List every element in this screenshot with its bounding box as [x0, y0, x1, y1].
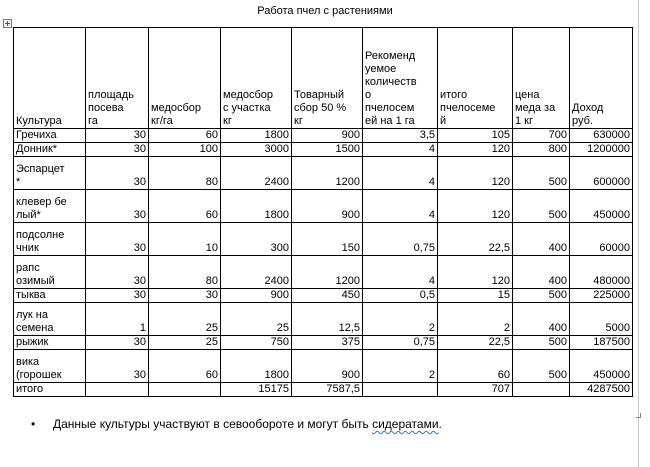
- value-cell: 1800: [221, 129, 292, 143]
- value-cell: 707: [438, 383, 513, 397]
- value-cell: 2: [363, 303, 438, 336]
- value-cell: 30: [86, 190, 149, 223]
- value-cell: 30: [86, 129, 149, 143]
- crop-name-cell: рыжик: [14, 336, 86, 350]
- crop-name-cell: итого: [14, 383, 86, 397]
- table-total-row: [14, 383, 633, 397]
- header-income: Доход руб.: [570, 28, 633, 129]
- value-cell: 25: [149, 336, 221, 350]
- page-title: Работа пчел с растениями: [257, 5, 393, 17]
- value-cell: 30: [86, 350, 149, 383]
- value-cell: 400: [513, 223, 570, 256]
- value-cell: 22,5: [438, 336, 513, 350]
- value-cell: 225000: [570, 289, 633, 303]
- crop-name-cell: лук на семена: [14, 303, 86, 336]
- value-cell: 500: [513, 336, 570, 350]
- value-cell: [149, 383, 221, 397]
- value-cell: 500: [513, 190, 570, 223]
- footnote-spellcheck-word[interactable]: сидератами: [372, 417, 439, 431]
- value-cell: 450000: [570, 350, 633, 383]
- value-cell: [513, 383, 570, 397]
- header-area: площадь посева га: [86, 28, 149, 129]
- value-cell: 480000: [570, 256, 633, 289]
- value-cell: 750: [221, 336, 292, 350]
- table-row: [14, 336, 633, 350]
- value-cell: 900: [292, 350, 363, 383]
- value-cell: 7587,5: [292, 383, 363, 397]
- value-cell: 4: [363, 256, 438, 289]
- table-row: [14, 143, 633, 157]
- value-cell: 1500: [292, 143, 363, 157]
- value-cell: [363, 383, 438, 397]
- header-recommended-colonies: Рекоменд уемое количеств о пчелосем ей на 1 га: [363, 28, 438, 129]
- value-cell: 375: [292, 336, 363, 350]
- crop-name-cell: клевер бе лый*: [14, 190, 86, 223]
- value-cell: 900: [292, 190, 363, 223]
- value-cell: 2400: [221, 157, 292, 190]
- header-marketable-yield: Товарный сбор 50 % кг: [292, 28, 363, 129]
- value-cell: 450000: [570, 190, 633, 223]
- value-cell: 3,5: [363, 129, 438, 143]
- value-cell: 1: [86, 303, 149, 336]
- value-cell: 1200: [292, 256, 363, 289]
- value-cell: 187500: [570, 336, 633, 350]
- value-cell: 80: [149, 157, 221, 190]
- value-cell: 900: [292, 129, 363, 143]
- value-cell: 60: [149, 350, 221, 383]
- value-cell: 30: [86, 143, 149, 157]
- crop-name-cell: тыква: [14, 289, 86, 303]
- value-cell: 400: [513, 303, 570, 336]
- value-cell: 3000: [221, 143, 292, 157]
- honey-yield-table: [13, 27, 633, 397]
- value-cell: 25: [149, 303, 221, 336]
- value-cell: 0,5: [363, 289, 438, 303]
- crop-name-cell: Эспарцет *: [14, 157, 86, 190]
- value-cell: 500: [513, 157, 570, 190]
- value-cell: 0,75: [363, 336, 438, 350]
- value-cell: 25: [221, 303, 292, 336]
- value-cell: 120: [438, 190, 513, 223]
- value-cell: 800: [513, 143, 570, 157]
- value-cell: 4287500: [570, 383, 633, 397]
- value-cell: 120: [438, 157, 513, 190]
- value-cell: 30: [86, 256, 149, 289]
- value-cell: 60: [438, 350, 513, 383]
- value-cell: 500: [513, 289, 570, 303]
- value-cell: 2: [363, 350, 438, 383]
- value-cell: 500: [513, 350, 570, 383]
- crop-name-cell: Донник*: [14, 143, 86, 157]
- value-cell: 1200: [292, 157, 363, 190]
- value-cell: 60: [149, 129, 221, 143]
- value-cell: 60: [149, 190, 221, 223]
- value-cell: 30: [86, 157, 149, 190]
- footnote-text: Данные культуры участвуют в севообороте и могут быть: [53, 417, 373, 431]
- value-cell: 1800: [221, 190, 292, 223]
- table-row: [14, 190, 633, 223]
- bullet-icon: •: [31, 417, 36, 431]
- value-cell: 450: [292, 289, 363, 303]
- value-cell: 1200000: [570, 143, 633, 157]
- table-row: [14, 303, 633, 336]
- value-cell: 2: [438, 303, 513, 336]
- crop-name-cell: Гречиха: [14, 129, 86, 143]
- value-cell: 105: [438, 129, 513, 143]
- value-cell: 600000: [570, 157, 633, 190]
- footnote-end: .: [438, 417, 442, 431]
- table-row: [14, 223, 633, 256]
- table-row: [14, 350, 633, 383]
- table-row: [14, 129, 633, 143]
- value-cell: 0,75: [363, 223, 438, 256]
- value-cell: 120: [438, 256, 513, 289]
- value-cell: 5000: [570, 303, 633, 336]
- value-cell: 30: [86, 336, 149, 350]
- value-cell: 80: [149, 256, 221, 289]
- value-cell: 12,5: [292, 303, 363, 336]
- value-cell: 22,5: [438, 223, 513, 256]
- value-cell: [86, 383, 149, 397]
- value-cell: 400: [513, 256, 570, 289]
- table-move-handle-icon[interactable]: [3, 19, 12, 28]
- value-cell: 1800: [221, 350, 292, 383]
- value-cell: 100: [149, 143, 221, 157]
- value-cell: 4: [363, 143, 438, 157]
- header-yield-per-ha: медосбор кг/га: [149, 28, 221, 129]
- value-cell: 700: [513, 129, 570, 143]
- page-right-margin: [638, 0, 639, 467]
- header-crop: Культура: [14, 28, 86, 129]
- value-cell: 10: [149, 223, 221, 256]
- table-row: [14, 289, 633, 303]
- table-row: [14, 157, 633, 190]
- value-cell: 630000: [570, 129, 633, 143]
- value-cell: 150: [292, 223, 363, 256]
- crop-name-cell: вика (горошек: [14, 350, 86, 383]
- value-cell: 300: [221, 223, 292, 256]
- footnote: [31, 417, 442, 431]
- value-cell: 30: [86, 289, 149, 303]
- header-yield-per-plot: медосбор с участка кг: [221, 28, 292, 129]
- value-cell: 2400: [221, 256, 292, 289]
- value-cell: 15: [438, 289, 513, 303]
- crop-name-cell: подсолне чник: [14, 223, 86, 256]
- value-cell: 15175: [221, 383, 292, 397]
- value-cell: 30: [86, 223, 149, 256]
- value-cell: 30: [149, 289, 221, 303]
- header-honey-price: цена меда за 1 кг: [513, 28, 570, 129]
- crop-name-cell: рапс озимый: [14, 256, 86, 289]
- cell-end-mark: [636, 413, 641, 418]
- value-cell: 4: [363, 157, 438, 190]
- value-cell: 900: [221, 289, 292, 303]
- table-row: [14, 256, 633, 289]
- value-cell: 60000: [570, 223, 633, 256]
- value-cell: 4: [363, 190, 438, 223]
- header-total-colonies: итого пчелосеме й: [438, 28, 513, 129]
- table-header-row: [14, 28, 633, 129]
- value-cell: 120: [438, 143, 513, 157]
